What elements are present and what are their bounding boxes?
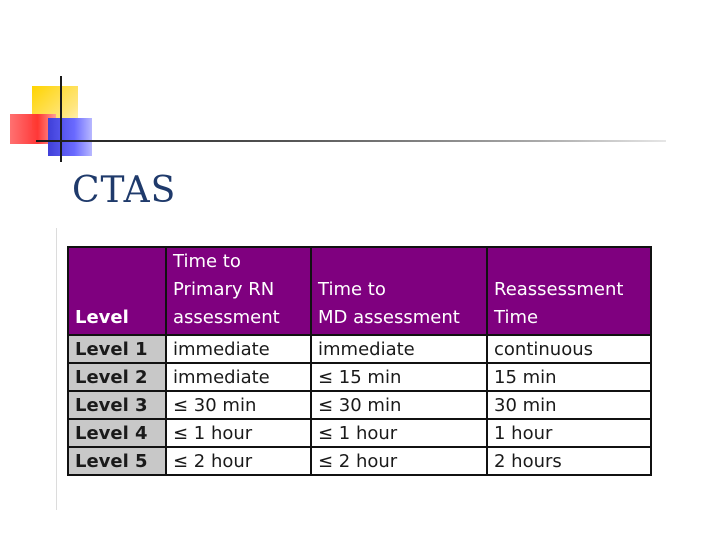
ctas-table: [67, 246, 652, 476]
reassess-cell: 30 min: [487, 391, 651, 419]
header-reassessment: Reassessment Time: [487, 247, 651, 335]
header-level-label: Level: [75, 307, 129, 328]
vertical-rule: [60, 76, 62, 162]
horizontal-rule: [36, 140, 666, 142]
level-cell: Level 4: [68, 419, 166, 447]
table-header-row: [68, 247, 651, 335]
rn-time-cell: ≤ 1 hour: [166, 419, 311, 447]
level-cell: Level 2: [68, 363, 166, 391]
level-cell: Level 5: [68, 447, 166, 475]
rn-time-cell: immediate: [166, 363, 311, 391]
table-row: [68, 447, 651, 475]
level-cell: Level 3: [68, 391, 166, 419]
table-row: [68, 335, 651, 363]
reassess-cell: 1 hour: [487, 419, 651, 447]
header-rn-assessment: Time to Primary RN assessment: [166, 247, 311, 335]
reassess-cell: 2 hours: [487, 447, 651, 475]
header-md-assessment: Time to MD assessment: [311, 247, 487, 335]
md-time-cell: ≤ 2 hour: [311, 447, 487, 475]
rn-time-cell: immediate: [166, 335, 311, 363]
md-time-cell: immediate: [311, 335, 487, 363]
reassess-cell: continuous: [487, 335, 651, 363]
md-time-cell: ≤ 1 hour: [311, 419, 487, 447]
slide-edge-line: [56, 228, 57, 510]
slide-logo-decoration: [0, 0, 720, 170]
table-row: [68, 363, 651, 391]
rn-time-cell: ≤ 2 hour: [166, 447, 311, 475]
table-row: [68, 419, 651, 447]
blue-square: [48, 118, 92, 156]
header-level: [68, 247, 166, 335]
slide-title: CTAS: [72, 170, 177, 211]
reassess-cell: 15 min: [487, 363, 651, 391]
table-row: [68, 391, 651, 419]
md-time-cell: ≤ 15 min: [311, 363, 487, 391]
level-cell: Level 1: [68, 335, 166, 363]
md-time-cell: ≤ 30 min: [311, 391, 487, 419]
rn-time-cell: ≤ 30 min: [166, 391, 311, 419]
